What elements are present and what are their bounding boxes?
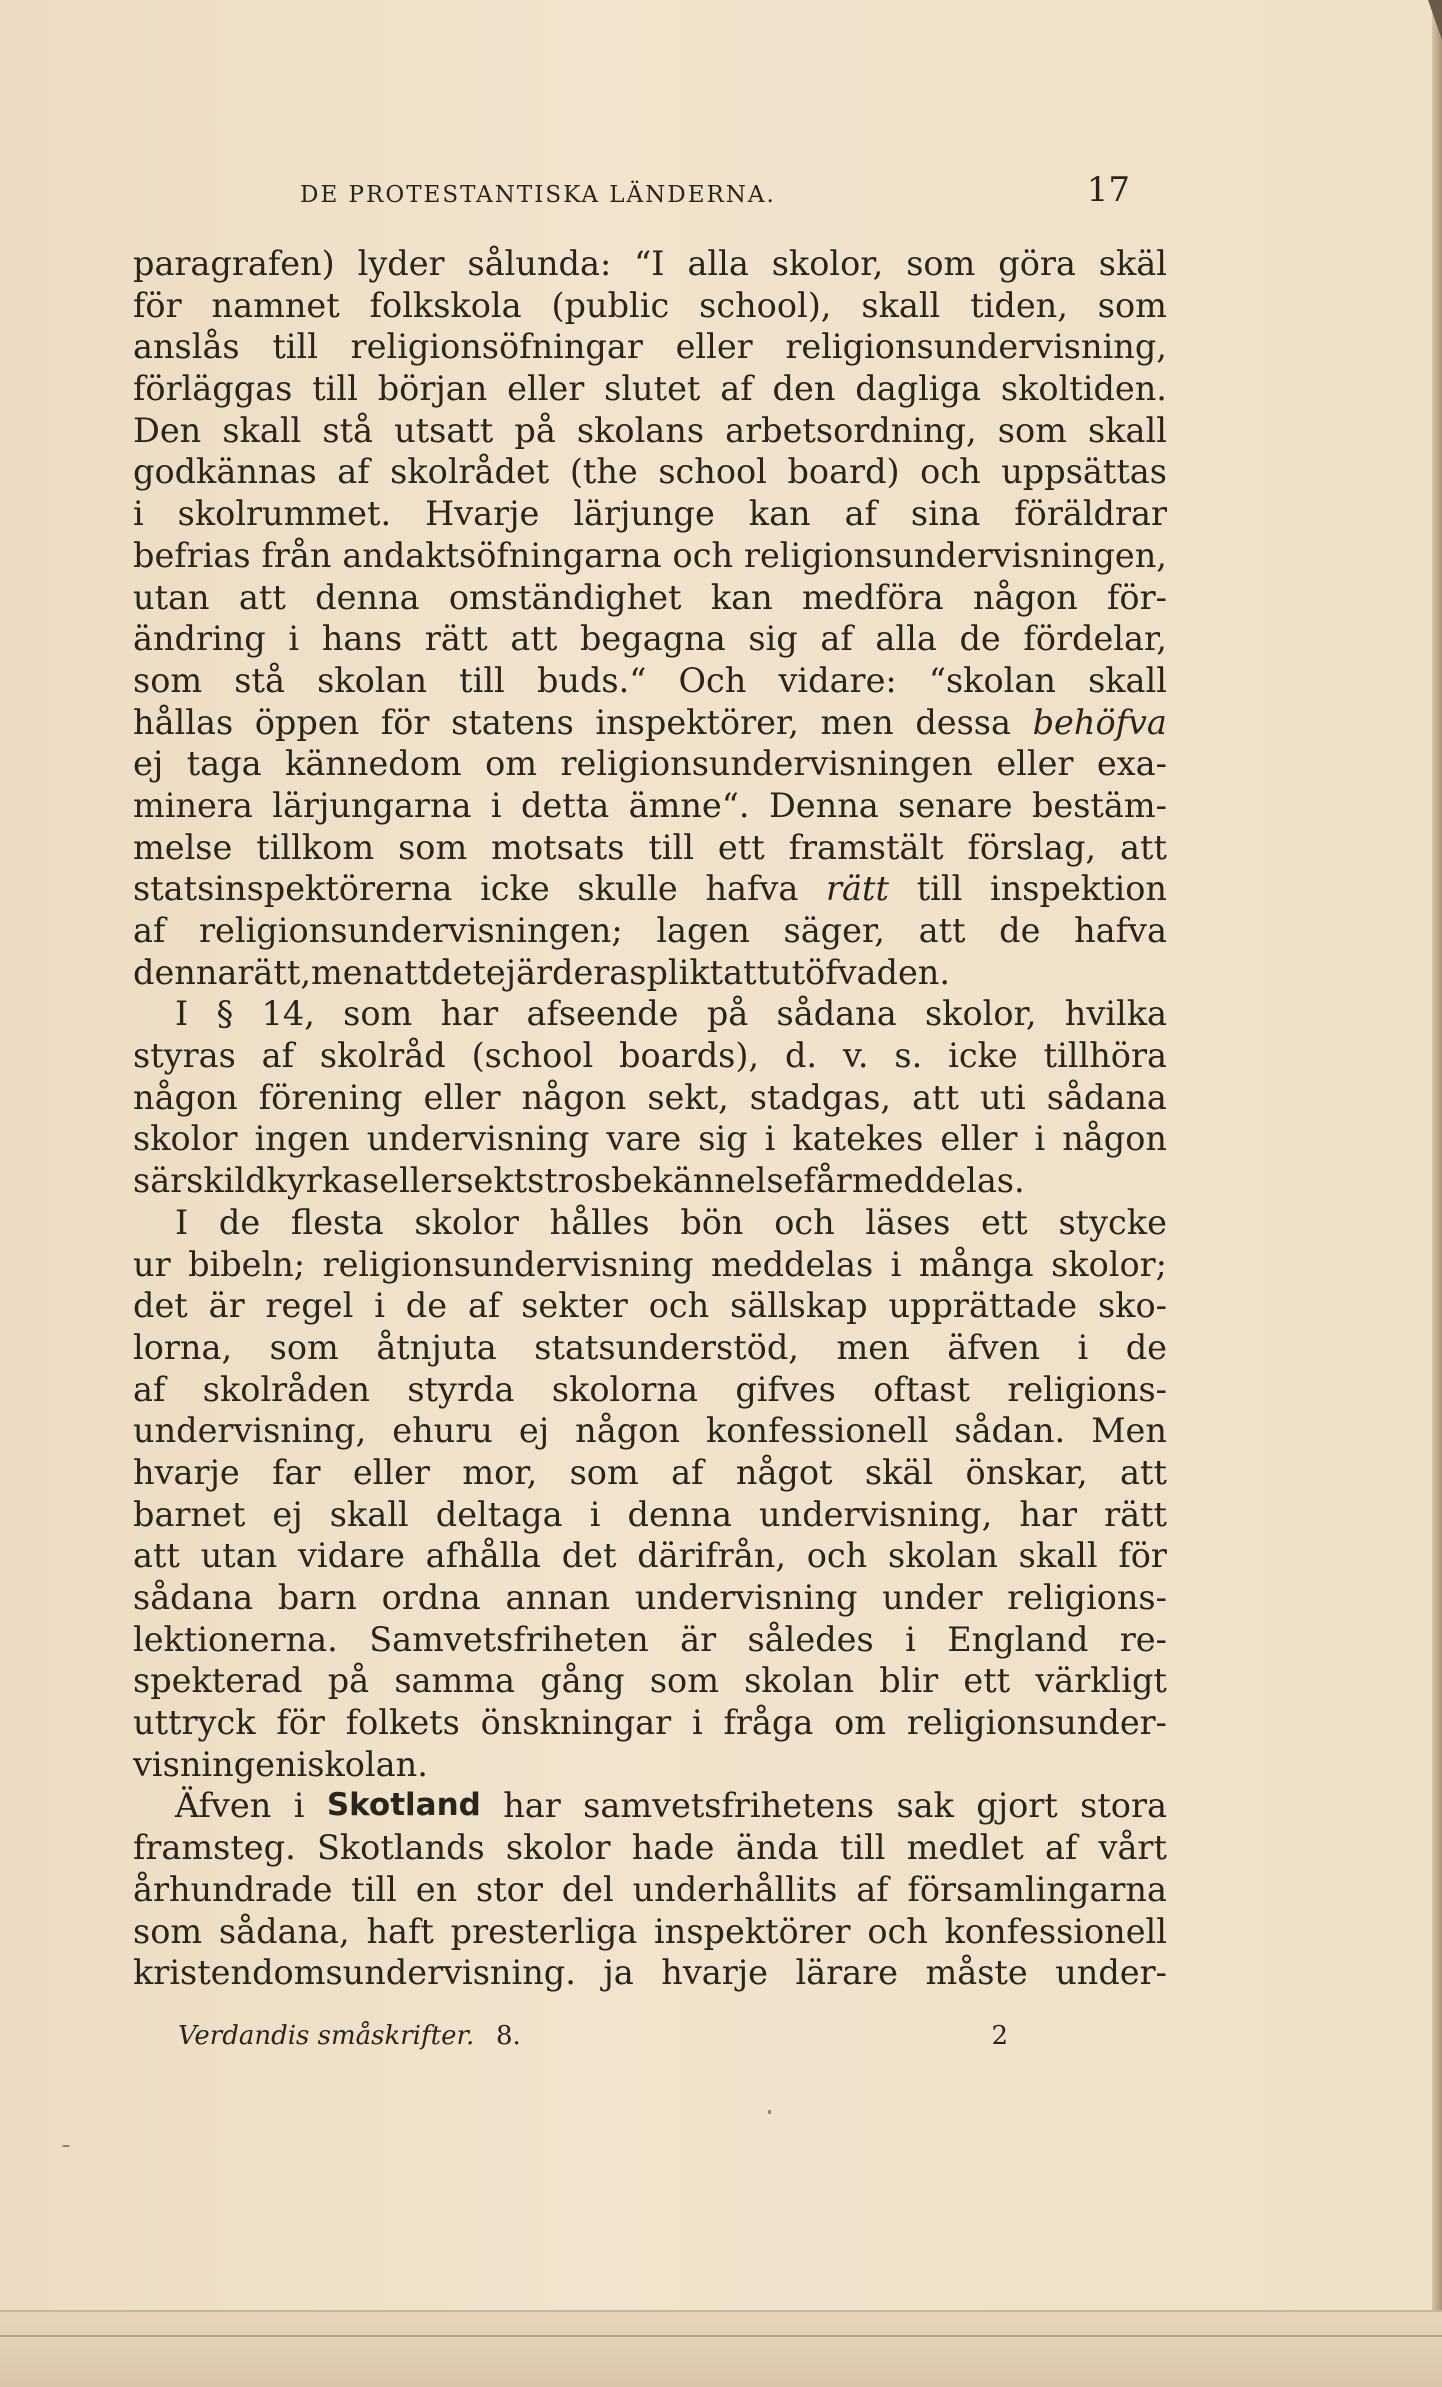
page-edge (1432, 0, 1442, 2385)
text-line: minera lärjungarna i detta ämne“. Denna senare bestäm- (133, 785, 1167, 825)
text-line: som sådana, haft presterliga inspektörer och konfessionell (133, 1911, 1167, 1951)
page-number: 17 (1086, 170, 1130, 210)
text-line: hållas öppen för statens inspektörer, men dessa behöfva (133, 702, 1167, 742)
signature-title: Verdandis småskrifter. (178, 2021, 475, 2051)
text-line: I § 14, som har afseende på sådana skolor, hvilka (175, 994, 1167, 1034)
text-line: befrias från andaktsöfningarna och religionsundervisningen, (133, 535, 1167, 575)
text-line: visningen i skolan. (133, 1744, 428, 1784)
text-line: förläggas till början eller slutet af den dagliga skoltiden. (133, 369, 1167, 409)
text-line: Den skall stå utsatt på skolans arbetsordning, som skall (133, 410, 1167, 450)
text-line: uttryck för folkets önskningar i fråga om religionsunder- (133, 1703, 1167, 1743)
text-line: att utan vidare afhålla det därifrån, och skolan skall för (133, 1536, 1167, 1576)
text-line: melse tillkom som motsats till ett framstält förslag, att (133, 827, 1167, 867)
text-line: Äfven i Skotland har samvetsfrihetens sak gjort stora (175, 1786, 1167, 1826)
bottom-fold-line (0, 2335, 1442, 2337)
page-footer (178, 2021, 1008, 2061)
page-bottom-edge (0, 2310, 1442, 2387)
running-title: DE PROTESTANTISKA LÄNDERNA. (300, 182, 776, 208)
sheet-number: 2 (991, 2021, 1008, 2051)
text-line: denna rätt, men att det ej är deras plikt att utöfva den. (133, 952, 951, 992)
text-line: barnet ej skall deltaga i denna undervisning, har rätt (133, 1494, 1167, 1534)
text-line: för namnet folkskola (public school), skall tiden, som (133, 285, 1167, 325)
signature-number: 8. (496, 2021, 521, 2051)
text-line: sådana barn ordna annan undervisning under religions- (133, 1578, 1167, 1617)
text-line: kristendomsundervisning. ja hvarje lärare måste under- (133, 1953, 1167, 1993)
text-line: styras af skolråd (school boards), d. v. s. icke tillhöra (133, 1036, 1167, 1076)
text-line: af religionsundervisningen; lagen säger, att de hafva (133, 911, 1167, 950)
text-line: af skolråden styrda skolorna gifves oftast religions- (133, 1369, 1167, 1409)
text-line: utan att denna omständighet kan medföra någon för- (133, 577, 1167, 617)
text-line: ur bibeln; religionsundervisning meddelas i många skolor; (133, 1244, 1167, 1284)
text-line: det är regel i de af sekter och sällskap upprättade sko- (133, 1286, 1167, 1326)
text-line: lektionerna. Samvetsfriheten är således i England re- (133, 1619, 1167, 1659)
text-line: I de flesta skolor hålles bön och läses ett stycke (175, 1202, 1167, 1242)
text-line: någon förening eller någon sekt, stadgas, att uti sådana (133, 1077, 1167, 1117)
text-line: godkännas af skolrådet (the school board) och uppsättas (133, 452, 1167, 492)
text-line: statsinspektörerna icke skulle hafva rätt till inspektion (133, 869, 1167, 909)
text-line: som stå skolan till buds.“ Och vidare: “skolan skall (133, 660, 1167, 700)
page-header (300, 170, 1130, 220)
text-line: framsteg. Skotlands skolor hade ända till medlet af vårt (133, 1828, 1167, 1868)
text-line: paragrafen) lyder sålunda: “I alla skolor, som göra skäl (133, 244, 1167, 283)
text-line: särskild kyrkas eller sekts trosbekännelse får meddelas. (133, 1161, 1025, 1201)
ink-speck (62, 2145, 70, 2147)
text-line: anslås till religionsöfningar eller religionsundervisning, (133, 327, 1167, 367)
text-line: hvarje far eller mor, som af något skäl önskar, att (133, 1452, 1167, 1492)
text-line: lorna, som åtnjuta statsunderstöd, men äfven i de (133, 1327, 1167, 1367)
text-line: århundrade till en stor del underhållits af församlingarna (133, 1869, 1167, 1909)
body-text (133, 243, 1167, 1994)
text-line: ändring i hans rätt att begagna sig af alla de fördelar, (133, 619, 1167, 659)
text-line: undervisning, ehuru ej någon konfessionell sådan. Men (133, 1411, 1167, 1451)
text-line: spekterad på samma gång som skolan blir ett värkligt (133, 1661, 1167, 1701)
ink-speck (768, 2110, 771, 2114)
text-line: skolor ingen undervisning vare sig i katekes eller i någon (133, 1119, 1167, 1159)
text-line: i skolrummet. Hvarje lärjunge kan af sina föräldrar (133, 494, 1167, 534)
text-line: ej taga kännedom om religionsundervisningen eller exa- (133, 744, 1167, 784)
